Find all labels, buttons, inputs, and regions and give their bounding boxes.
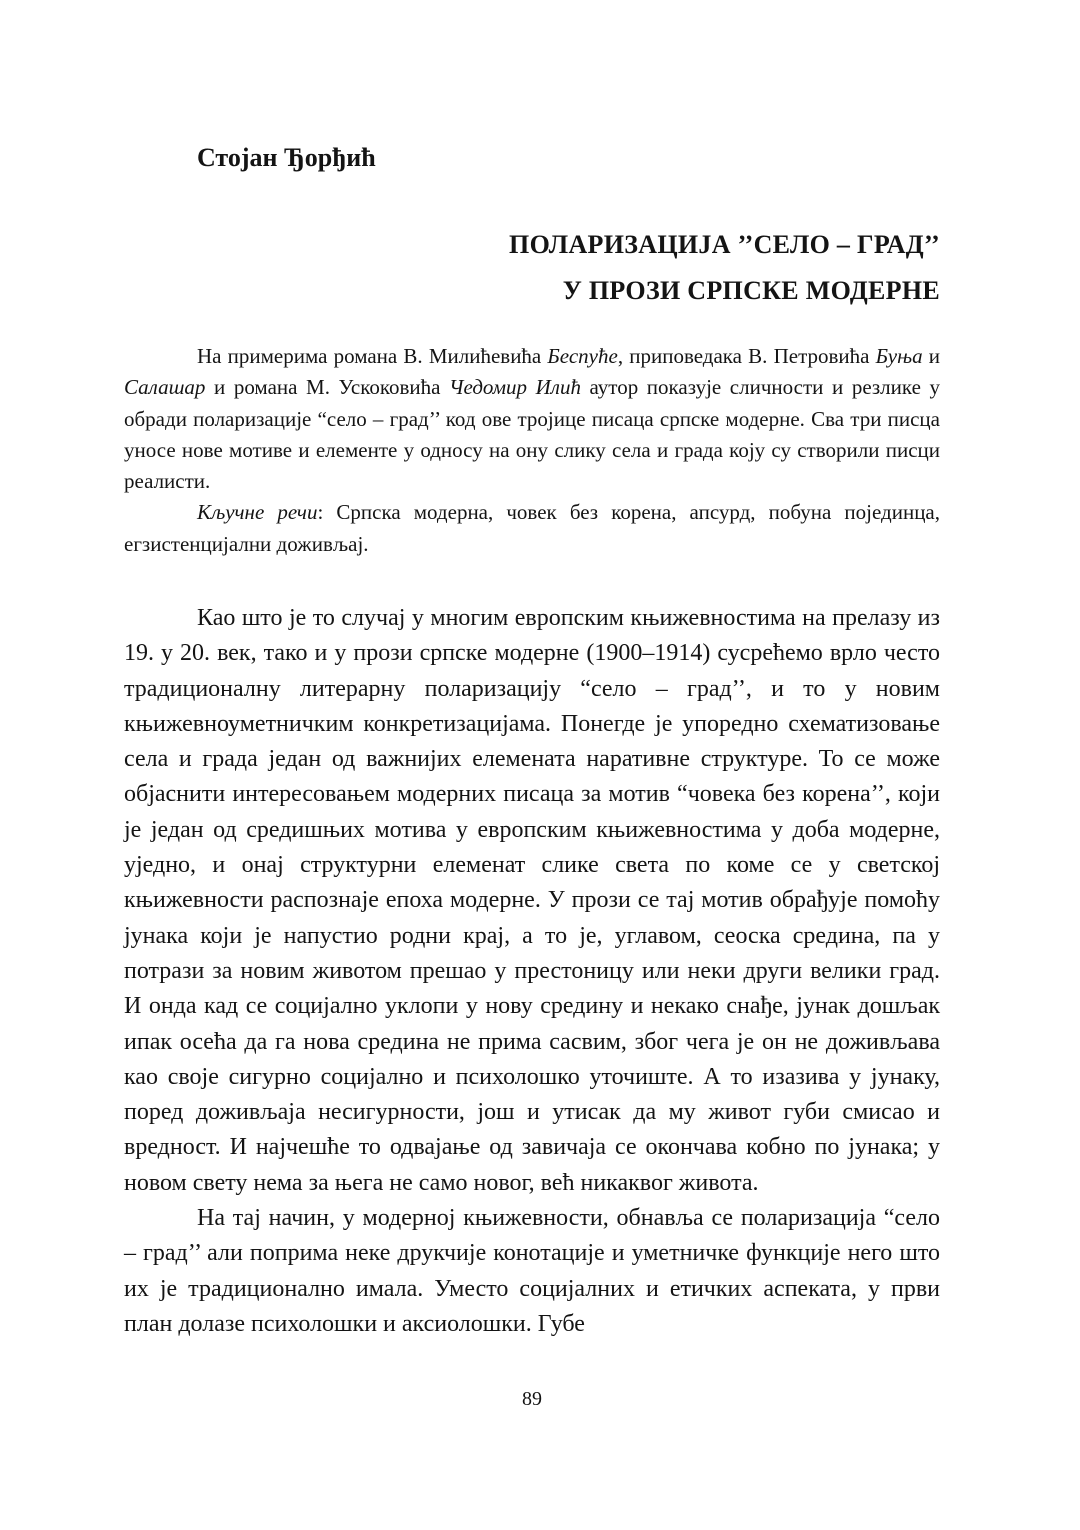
work-title: Буња [875,344,923,368]
abstract-text: и романа М. Ускоковића [205,375,450,400]
article-title [509,222,940,314]
title-line-1: ПОЛАРИЗАЦИЈА ’’СЕЛО – ГРАД’’ [509,230,940,259]
body-text [124,601,940,1342]
keywords-label: Кључне речи [197,500,318,525]
page-number: 89 [522,1388,542,1410]
abstract-text: , приповедака В. Петровића [617,344,876,368]
work-title: Чедомир Илић [449,375,581,400]
work-title: Салашар [124,375,206,400]
keywords-text: : Српска модерна, човек без корена, апсурд, побуна појединца, егзистенцијални доживљај. [124,500,940,556]
abstract-text: аутор показује сличности и резлике у обради поларизације “село – град’’ код ове тројице писаца српске модерне. Сва три писца уносе нове мотиве и елементе у односу на ону слику села и града коју су створили писци реалисти. [124,375,940,494]
abstract [124,341,940,560]
work-title: Беспуће [547,344,618,368]
abstract-text: На примерима романа В. Милићевића [197,344,548,368]
author-name: Стојан Ђорђић [197,143,376,172]
title-line-2: У ПРОЗИ СРПСКЕ МОДЕРНЕ [562,276,940,305]
keywords [124,497,940,560]
body-paragraph-1: Као што је то случај у многим европским књижевностима на прелазу из 19. у 20. век, тако и у прози српске модерне (1900–1914) сусрећемо врло често традиционалну литерарну поларизацију “село – град’’, и то у новим књижевноуметничким конкретизацијама. Понегде је упоредно схематизовање села и града један од важнијих елемената наративне структуре. То се може објаснити интересовањем модерних писаца за мотив “човека без корена’’, који је један од средишњих мотива у европским књижевностима у доба модерне, уједно, и онај структурни елеменат слике света по коме се у светској књижевности распознаје епоха модерне. У прози се тај мотив обрађује помоћу јунака који је напустио родни крај, а то је, углавом, сеоска средина, па у потрази за новим животом прешао у престоницу или неки други велики град. И онда кад се социјално уклопи у нову средину и некако снађе, јунак дошљак ипак осећа да га нова средина не прима сасвим, због чега је он не доживљава као своје сигурно социјално и психолошко уточиште. А то изазива у јунаку, поред доживљаја несигурности, још и утисак да му живот губи смисао и вредност. И најчешће то одвајање од завичаја се окончава кобно по јунака; у новом свету нема за њега не само новог, већ никаквог живота. [124,605,940,1196]
abstract-paragraph [124,341,940,497]
body-paragraph-2: На тај начин, у модерној књижевности, обнавља се поларизација “село – град’’ али поприма неке друкчије конотације и уметничке функције него што их је традиционално имала. Уместо социјалних и етичких аспеката, у први план долазе психолошки и аксиолошки. Губе [124,1205,940,1337]
abstract-text: и [922,344,940,368]
